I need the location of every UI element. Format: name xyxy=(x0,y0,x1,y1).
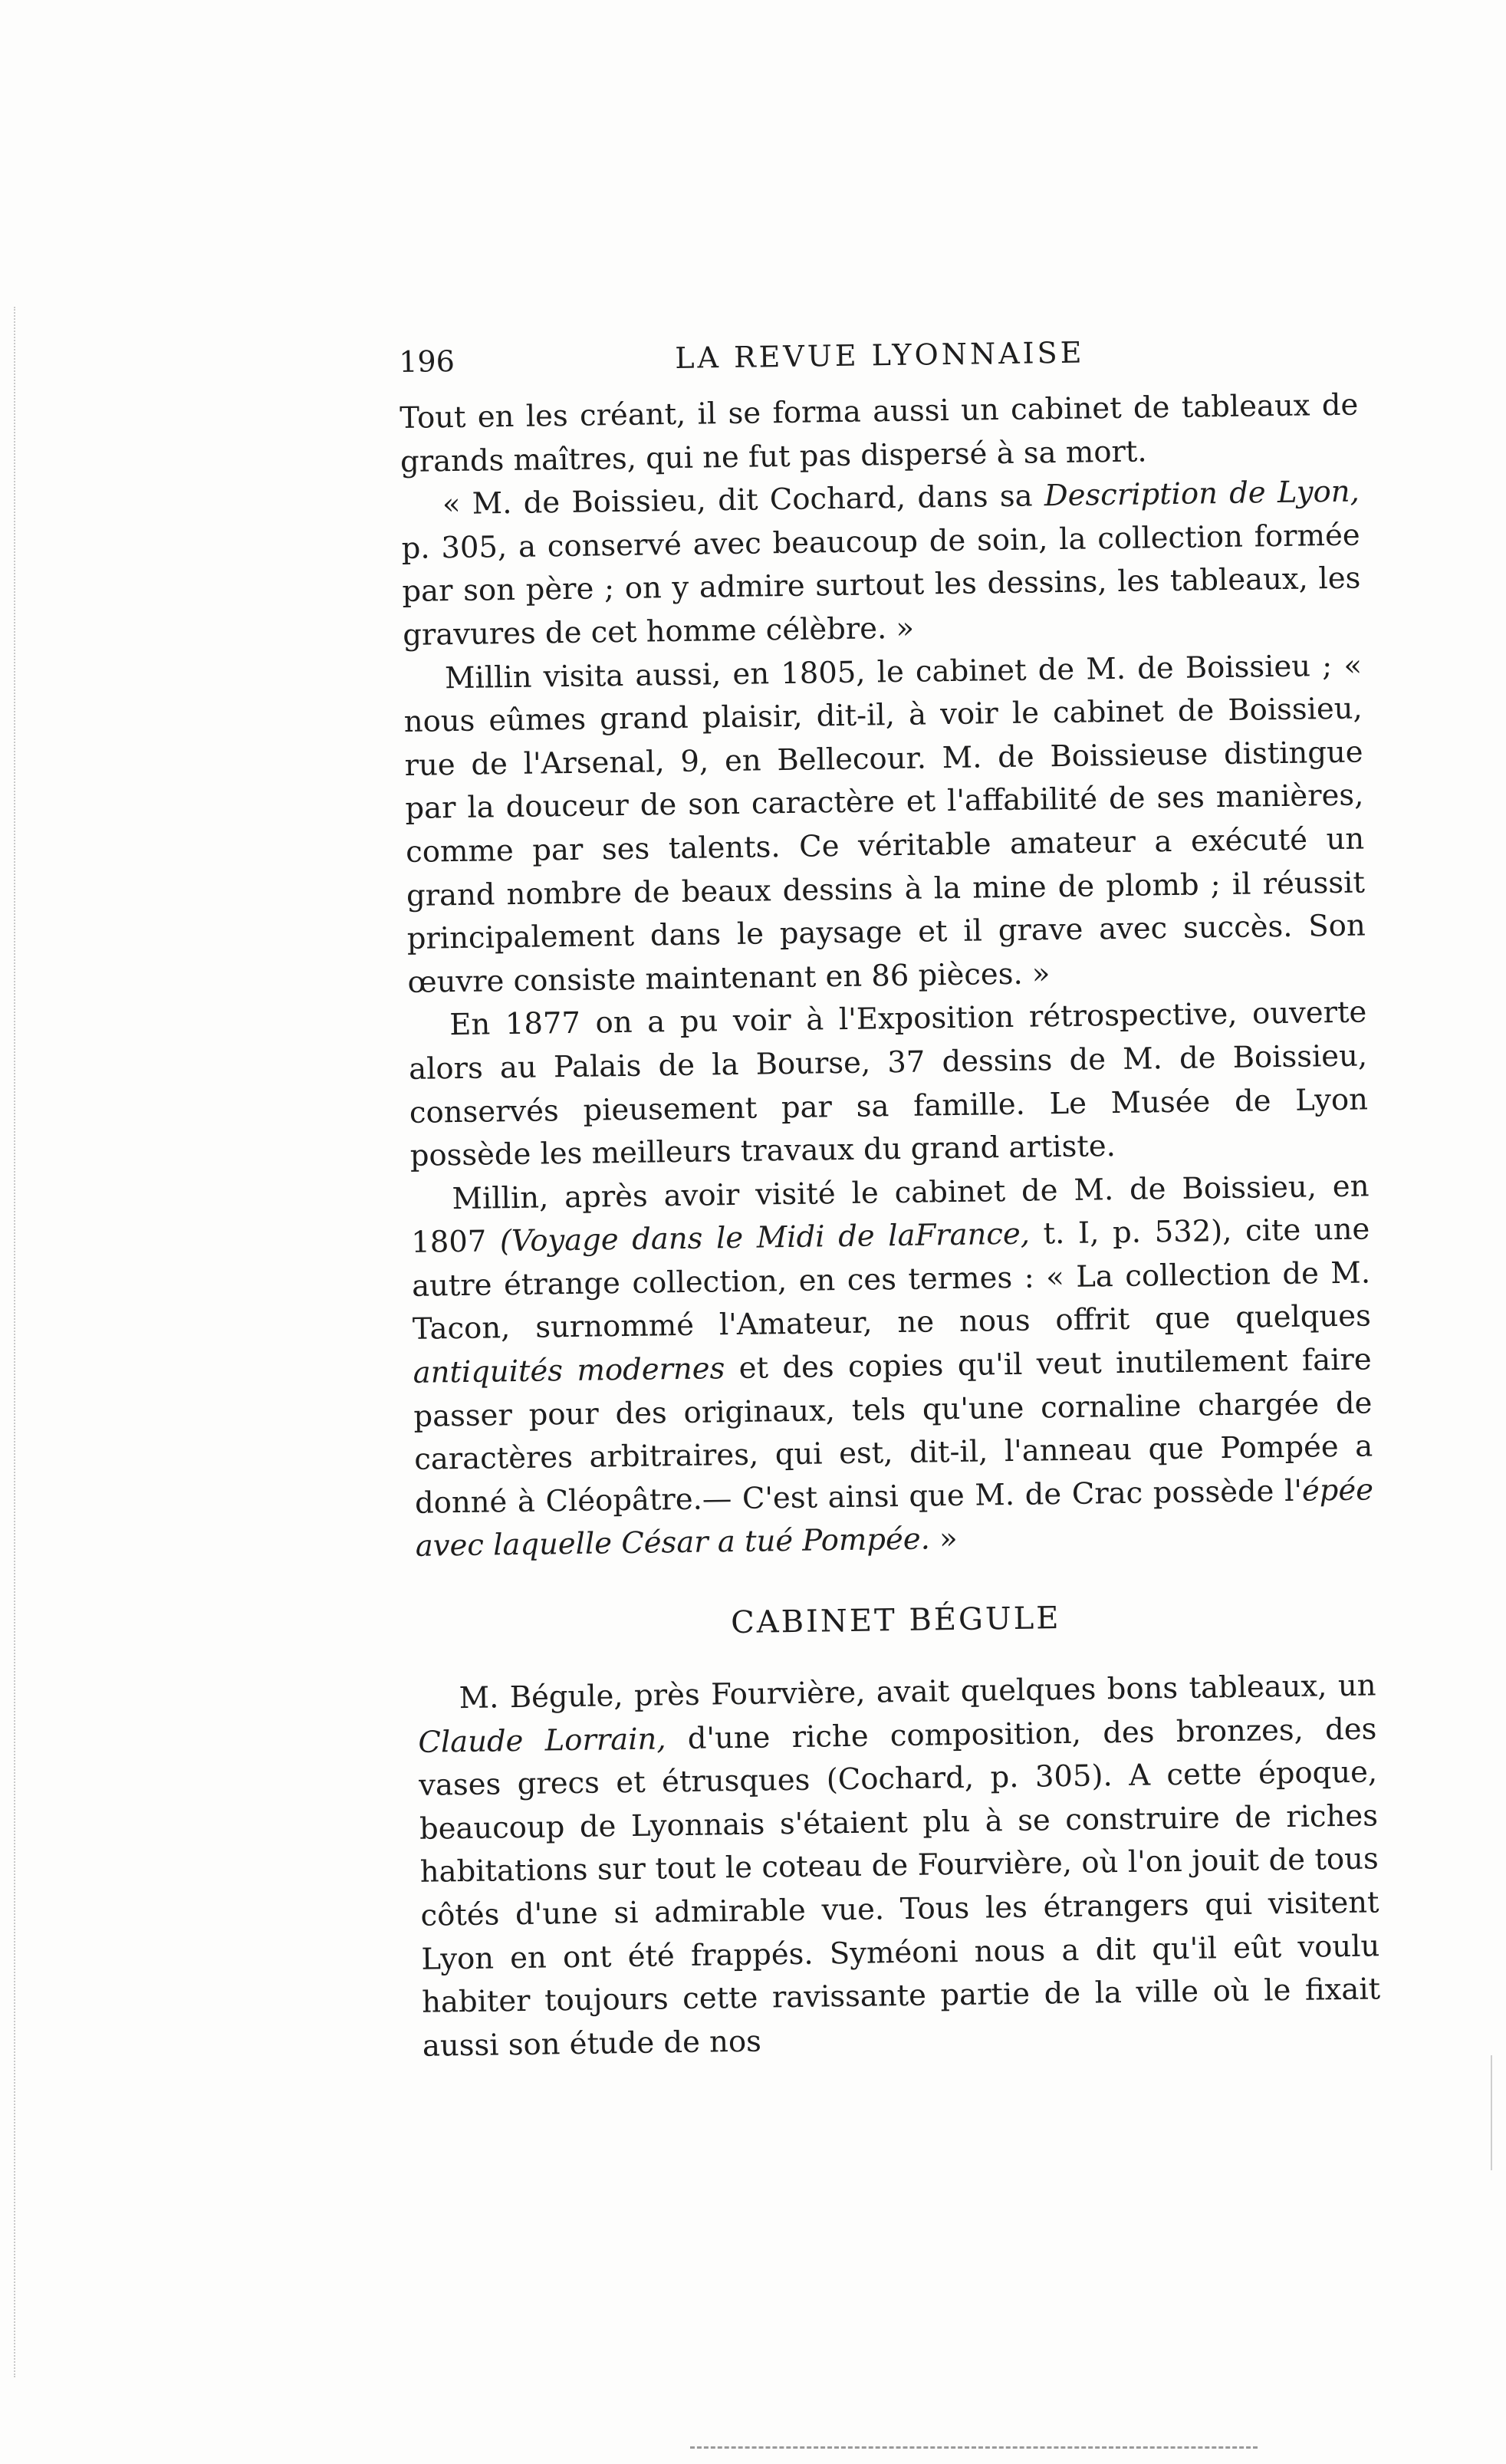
body-text xyxy=(400,384,1374,1569)
paragraph-2-text-b: p. 305, a conservé avec beaucoup de soin, la collection formée par son père ; on y admire surtout les dessins, les tableaux, les gravures de cet homme célèbre. » xyxy=(401,518,1361,653)
paragraph-5-italic-antiquites: antiquités modernes xyxy=(413,1351,725,1390)
paragraph-5 xyxy=(410,1165,1374,1569)
paragraph-5-text-d: » xyxy=(929,1521,958,1557)
paragraph-1: Tout en les créant, il se forma aussi un cabinet de tableaux de grands maîtres, qui ne fut pas dispersé à sa mort. xyxy=(400,387,1359,479)
paragraph-5-italic-voyage: (Voyage dans le Midi de laFrance, xyxy=(499,1216,1031,1259)
section-paragraph-1-italic-claude: Claude Lorrain, xyxy=(418,1721,666,1760)
section-paragraph-1-text-b: d'une riche composition, des bronzes, des vases grecs et étrusques (Cochard, p. 305). A cette époque, beaucoup de Lyonnais s'étaient plu à se construire de riches habitations sur tout le coteau de Fourvière, où l'on jouit de tous côtés d'une si admirable vue. Tous les étrangers qui visitent Lyon en ont été frappés. Syméoni nous a dit qu'il eût voulu habiter toujours cette ravissante partie de la ville où le fixait aussi son étude de nos xyxy=(418,1711,1381,2064)
paragraph-2 xyxy=(401,471,1362,658)
paragraph-5-italic-epee: épée avec laquelle César a tué Pompée. xyxy=(415,1472,1374,1564)
section-paragraph-1 xyxy=(417,1664,1381,2068)
paragraph-2-italic-title: Description de Lyon, xyxy=(1044,474,1360,514)
section-title: CABINET BÉGULE xyxy=(730,1600,1061,1641)
paragraph-4: En 1877 on a pu voir à l'Exposition rétrospective, ouverte alors au Palais de la Bourse, 37 dessins de M. de Boissieu, conservés pieusement par sa famille. Le Musée de Lyon possède les meilleurs travaux du grand artiste. xyxy=(408,995,1369,1173)
paragraph-2-text-a: « M. de Boissieu, dit Cochard, dans sa xyxy=(442,479,1045,522)
page-number: 196 xyxy=(399,344,455,379)
left-margin-scan-marks xyxy=(14,307,18,2377)
paragraph-5-text-c: et des copies qu'il veut inutilement faire passer pour des originaux, tels qu'une cornaline chargée de caractères arbitraires, qui est, dit-il, l'anneau que Pompée a donné à Cléopâtre.— C'est ainsi que M. de Crac possède l' xyxy=(413,1342,1373,1521)
bottom-scan-rule xyxy=(690,2446,1258,2449)
section-body-text xyxy=(417,1664,1381,2068)
running-head xyxy=(399,332,1358,391)
paragraph-5-text-a: Millin, après avoir visité le cabinet de M. de Boissieu, en 1807 xyxy=(411,1169,1370,1261)
running-title: LA REVUE LYONNAISE xyxy=(674,335,1085,375)
right-margin-scan-mark xyxy=(1488,2055,1492,2170)
section-paragraph-1-text-a: M. Bégule, près Fourvière, avait quelques bons tableaux, un xyxy=(459,1668,1376,1716)
paragraph-3: Millin visita aussi, en 1805, le cabinet de M. de Boissieu ; « nous eûmes grand plaisir, dit-il, à voir le cabinet de Boissieu, rue de l'Arsenal, 9, en Bellecour. M. de Boissieuse distingue par la douceur de son caractère et l'affabilité de ses manières, comme par ses talents. Ce véritable amateur a exécuté un grand nombre de beaux dessins à la mine de plomb ; il réussit principalement dans le paysage et il grave avec succès. Son œuvre consiste maintenant en 86 pièces. » xyxy=(403,648,1366,1000)
paragraph-5-text-b: t. I, p. 532), cite une autre étrange collection, en ces termes : « La collection de M. Tacon, surnommé l'Amateur, ne nous offrit que quelques xyxy=(411,1212,1372,1347)
text-block xyxy=(399,332,1381,2069)
